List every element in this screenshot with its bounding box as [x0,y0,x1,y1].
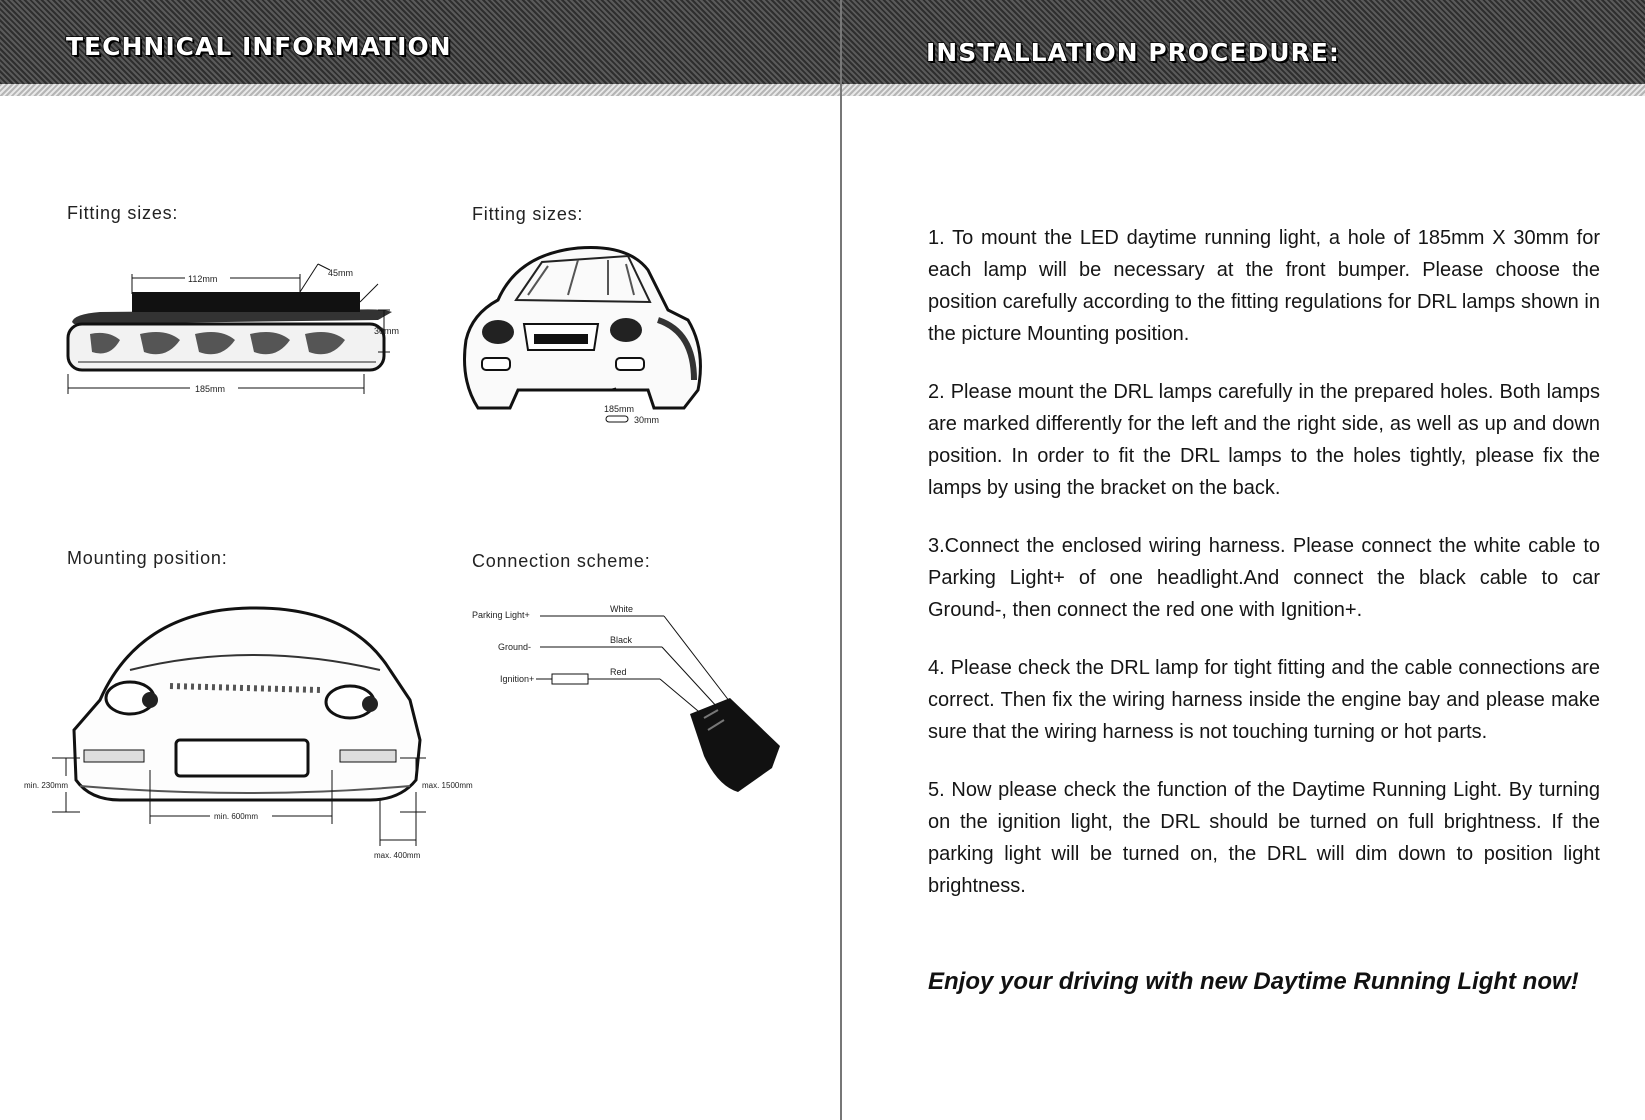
car-dim-30mm: 30mm [634,415,660,425]
technical-information-title: TECHNICAL INFORMATION [66,32,452,61]
step-1: 1. To mount the LED daytime running light, a hole of 185mm X 30mm for each lamp will be necessary at the front bumper. Please choose the position carefully according to the fitting regulations for DRL lamps shown in the picture Mounting position. [928,227,1600,345]
fitting-sizes-car-caption: Fitting sizes: [472,204,584,224]
label-ground: Ground- [498,642,532,652]
step-5: 5. Now please check the function of the Daytime Running Light. By turning on the ignition light, the DRL should be turned on full brightness. If the parking light will be turned on, the DRL will dim down to position light brightness. [928,779,1600,897]
step-4: 4. Please check the DRL lamp for tight fitting and the cable connections are correct. Then fix the wiring harness inside the engine bay and please make sure that the wiring harness is not touching turning or hot parts. [928,657,1600,743]
dim-185mm: 185mm [195,384,226,394]
dim-45mm: 45mm [328,268,354,278]
step-2: 2. Please mount the DRL lamps carefully in the prepared holes. Both lamps are marked differently for the left and the right side, as well as up and down position. In order to fit the DRL lamps to the holes tightly, please fix the lamps by using the bracket on the back. [928,381,1600,499]
installation-procedure-title: INSTALLATION PROCEDURE: [926,38,1340,67]
wire-red-label: Red [610,667,627,677]
dim-min-230mm: min. 230mm [24,781,69,790]
dim-max-1500mm: max. 1500mm [422,781,473,790]
wire-white-label: White [610,604,634,614]
dim-max-400mm: max. 400mm [374,851,421,860]
closing-message: Enjoy your driving with new Daytime Running Light now! [928,968,1579,995]
wire-black-label: Black [610,635,633,645]
dim-min-600mm: min. 600mm [214,812,259,821]
dim-112mm: 112mm [188,274,218,284]
fitting-sizes-caption: Fitting sizes: [67,203,179,223]
label-ignition: Ignition+ [500,674,535,684]
mounting-position-drawing [20,600,490,870]
lamp-dimension-drawing [60,262,420,412]
car-dim-185mm: 185mm [604,404,635,414]
dim-30mm: 30mm [374,326,400,336]
car-front-fitting-drawing [458,240,728,430]
connection-scheme-caption: Connection scheme: [472,551,651,571]
connection-scheme-drawing [468,596,798,806]
step-3: 3.Connect the enclosed wiring harness. Please connect the white cable to Parking Light+ of one headlight.And connect the black cable to car Ground-, then connect the red one with Ignition+. [928,535,1600,621]
mounting-position-caption: Mounting position: [67,548,228,568]
installation-steps [928,222,1600,928]
installation-procedure-page [842,0,1645,1120]
label-parking-light: Parking Light+ [472,610,530,620]
